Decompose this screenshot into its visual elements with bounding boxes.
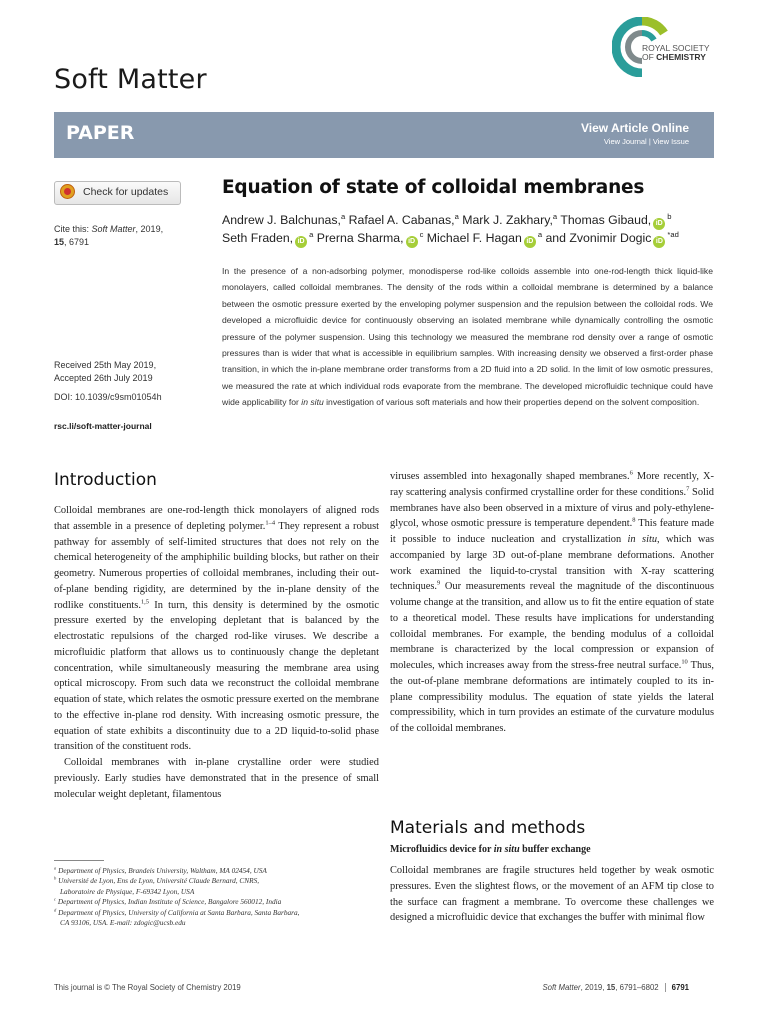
left-column-text <box>54 503 379 802</box>
logo-ring-core <box>642 33 654 40</box>
text-run: This feature made it possible to induce nucleation and crystallization <box>390 518 714 545</box>
author-name: Prerna Sharma, <box>316 231 404 245</box>
article-banner <box>54 112 714 158</box>
affiliation-mark: a <box>552 211 558 221</box>
footnote-text: Laboratoire de Physique, F-69342 Lyon, USA <box>60 886 195 896</box>
citation-info <box>54 223 179 249</box>
cite-pages: , 6791 <box>64 237 90 247</box>
view-article-online-link[interactable]: View Article Online <box>580 121 689 135</box>
affiliation-mark: a <box>537 229 543 239</box>
footnote-line <box>54 918 379 928</box>
methods-paragraph-1: Colloidal membranes are fragile structures held together by weak osmotic pressures. Even the slightest flows, or the movement of an AFM tip close to the surface can fragment a membrane. To overcome these challenges we designed a microfluidic device that exchanges the buffer with minimal flow <box>390 865 714 924</box>
logo-line2: CHEMISTRY <box>656 52 706 62</box>
received-date: Received 25th May 2019, <box>54 360 157 370</box>
author-list <box>222 212 712 248</box>
crossmark-icon <box>60 184 75 199</box>
author-name: Rafael A. Cabanas, <box>348 213 455 227</box>
subheading-text: Microfluidics device for <box>390 844 494 855</box>
intro-paragraph-2: Colloidal membranes with in-plane crystalline order were studied previously. Early studies have demonstrated that in the presence of small molecular weight depletant, filamentous <box>54 757 379 800</box>
orcid-icon[interactable]: iD <box>653 218 665 230</box>
citation-ref[interactable]: 7 <box>686 485 690 493</box>
journal-title: Soft Matter <box>54 64 207 95</box>
orcid-icon[interactable]: iD <box>295 236 307 248</box>
cite-year: , 2019, <box>135 224 164 234</box>
methods-text <box>390 863 714 926</box>
footnote-line <box>54 866 379 876</box>
footer-journal: Soft Matter <box>542 983 581 992</box>
right-column-text <box>390 469 714 737</box>
author[interactable] <box>222 231 313 245</box>
author[interactable] <box>317 231 424 245</box>
text-run: Thus, the out-of-plane membrane deformations are intimately coupled to its in-plane compressibility modulus. The equation of state yields the lateral compressibility, which in turn provides an estimate of the curvature modulus of the colloidal membranes. <box>390 660 714 734</box>
methods-heading: Materials and methods <box>390 818 586 838</box>
text-run: In turn, this density is determined by the osmotic pressure exerted by the enveloping depletant that is balanced by the electrostatic repulsions of the charged rod-like viruses. We describe a microfluidic platform that allows us to continuously change the depletant concentration, while simultaneously measuring the membrane area using optical microscopy. From such data we reconstruct the colloidal membrane equation of state, which relates the osmotic pressure exerted on the membrane to the effective in-plane rod density. With increasing osmotic pressure, the equation of state exhibits a discontinuity due to a 2D liquid-to-solid phase transition of the constituent rods. <box>54 599 379 753</box>
methods-subheading <box>390 844 591 855</box>
abstract-italic: in situ <box>301 397 324 408</box>
author-name: and Zvonimir Dogic <box>545 231 652 245</box>
copyright-footer: This journal is © The Royal Society of Chemistry 2019 <box>54 983 241 992</box>
author[interactable] <box>545 231 678 245</box>
orcid-icon[interactable]: iD <box>524 236 536 248</box>
author-name: Michael F. Hagan <box>426 231 522 245</box>
orcid-icon[interactable]: iD <box>653 236 665 248</box>
affiliation-mark: *ad <box>667 229 679 239</box>
affiliation-mark: a <box>309 229 314 239</box>
view-issue-link[interactable]: View Issue <box>652 137 689 146</box>
footer-pages: , 6791–6802 <box>615 983 659 992</box>
footnote-mark: c <box>54 896 57 902</box>
affiliation-mark: c <box>419 229 424 239</box>
author[interactable] <box>222 213 345 227</box>
citation-ref[interactable]: 8 <box>632 516 636 524</box>
page-number: 6791 <box>665 983 689 992</box>
footnote-mark: b <box>54 875 57 881</box>
abstract <box>222 263 713 411</box>
text-run: They represent a robust pathway for assembly of self-limited structures that does not rely on the chemical heterogeneity of the amphiphilic building blocks, but rather on their geometry. Numerous properties of colloidal membranes, including their out-of-plane bending rigidity, are determined by the in-plane density of the rodlike constituents. <box>54 520 380 611</box>
citation-ref[interactable]: 1,5 <box>140 598 149 606</box>
text-run: viruses assembled into hexagonally shaped membranes. <box>390 471 630 482</box>
author[interactable] <box>349 213 459 227</box>
footnote-divider <box>54 860 104 861</box>
intro-paragraph-3 <box>390 469 714 737</box>
footnote-text: Department of Physics, Indian Institute of Science, Bangalore 560012, India <box>56 897 282 907</box>
author-name: Thomas Gibaud, <box>560 213 652 227</box>
footnote-line <box>54 887 379 897</box>
article-title: Equation of state of colloidal membranes <box>222 177 645 198</box>
text-run: , which was accompanied by large 3D out-of-plane membrane deformations. Another work examined the liquid-to-crystal transition with X-ray scattering techniques. <box>390 534 714 593</box>
received-dates <box>54 359 156 385</box>
footnote-text: Université de Lyon, Ens de Lyon, Université Claude Bernard, CNRS, <box>56 876 260 886</box>
footnote-mark: d <box>54 907 57 913</box>
check-for-updates-label: Check for updates <box>83 186 169 198</box>
logo-line2-prefix: OF <box>642 52 657 62</box>
text-run: Our measurements reveal the magnitude of the discontinuous volume change at the transition, and allow us to fit the entire equation of state to a theoretical model. These results have implications for understanding colloidal membranes. For example, the bending modulus of a colloidal membrane is characterized by the local compression or expansion of molecules, which increases away from the stress-free neutral surface. <box>390 581 714 671</box>
rsc-logo-text <box>642 44 710 62</box>
citation-ref[interactable]: 9 <box>437 579 441 587</box>
journal-url-link[interactable]: rsc.li/soft-matter-journal <box>54 421 152 431</box>
accepted-date: Accepted 26th July 2019 <box>54 373 153 383</box>
subheading-italic: in situ <box>493 844 520 855</box>
logo-line1: ROYAL SOCIETY <box>642 43 710 53</box>
affiliation-mark: a <box>454 211 459 221</box>
text-italic: in situ <box>627 534 658 545</box>
banner-sublinks <box>604 137 689 146</box>
logo-ring-inner <box>628 33 642 61</box>
citation-ref[interactable]: 10 <box>681 658 688 666</box>
author[interactable] <box>427 231 542 245</box>
text-run: Solid membranes have also been observed in a mixture of virus and poly-ethylene-glycol, whose osmotic pressure is temperature dependent. <box>390 486 715 530</box>
citation-ref[interactable]: 1–4 <box>265 519 276 527</box>
footnote-text: Department of Physics, University of California at Santa Barbara, Santa Barbara, <box>56 907 300 917</box>
footnote-line <box>54 897 379 907</box>
footnote-mark: a <box>54 865 57 871</box>
page-footer <box>542 983 689 992</box>
footer-year: , 2019, <box>580 983 607 992</box>
link-separator: | <box>648 137 651 146</box>
affiliation-footnotes <box>54 866 379 928</box>
footnote-text: CA 93106, USA. E-mail: zdogic@ucsb.edu <box>60 918 186 928</box>
affiliation-mark: b <box>667 211 672 221</box>
intro-paragraph-1 <box>54 503 379 755</box>
author-name: Andrew J. Balchunas, <box>222 213 341 227</box>
subheading-text-end: buffer exchange <box>519 844 591 855</box>
doi-link[interactable]: DOI: 10.1039/c9sm01054h <box>54 392 162 402</box>
abstract-text-end: investigation of various soft materials and how their properties depend on the solvent composition. <box>323 397 700 408</box>
author-name: Seth Fraden, <box>222 231 294 245</box>
cite-journal: Soft Matter <box>91 224 136 234</box>
cite-volume: 15 <box>54 237 65 247</box>
footnote-line <box>54 876 379 886</box>
orcid-icon[interactable]: iD <box>406 236 418 248</box>
article-type: PAPER <box>66 122 135 144</box>
author-name: Mark J. Zakhary, <box>462 213 553 227</box>
affiliation-mark: a <box>340 211 346 221</box>
citation-ref[interactable]: 6 <box>629 469 633 477</box>
introduction-heading: Introduction <box>54 470 157 490</box>
footnote-text: Department of Physics, Brandeis University, Waltham, MA 02454, USA <box>56 866 267 875</box>
text-run: Colloidal membranes are one-rod-length thick monolayers of aligned rods that assemble in a presence of depleting polymer. <box>54 505 379 532</box>
text-run: More recently, X-ray scattering analysis confirmed crystalline order for these conditions. <box>390 471 714 498</box>
author[interactable] <box>560 213 671 227</box>
view-journal-link[interactable]: View Journal <box>603 137 647 146</box>
author[interactable] <box>462 213 557 227</box>
footnote-line <box>54 908 379 918</box>
abstract-text: In the presence of a non-adsorbing polymer, monodisperse rod-like colloids assemble into one-rod-length thick liquid-like monolayers, called colloidal membranes. The density of the rods within a colloidal membrane is determined by a balance between the osmotic pressure exerted by the enveloping polymer suspension and the repulsion between the colloidal rods. We developed a microfluidic device for continuously observing an isolated membrane while dynamically controlling the osmotic pressure of the polymer suspension. Using this technology we measured the membrane rod density over a range of osmotic pressures than is wider that what is accessible in equilibrium samples. With increasing density we observed a first-order phase transition, in which the in-plane membrane order transforms from a 2D fluid into a 2D solid. In the limit of low osmotic pressures, we measured the rate at which individual rods evaporate from the membrane. The developed microfluidic technique could have wide applicability for <box>222 266 713 408</box>
cite-prefix: Cite this: <box>54 224 90 234</box>
footer-volume: 15 <box>606 983 616 992</box>
